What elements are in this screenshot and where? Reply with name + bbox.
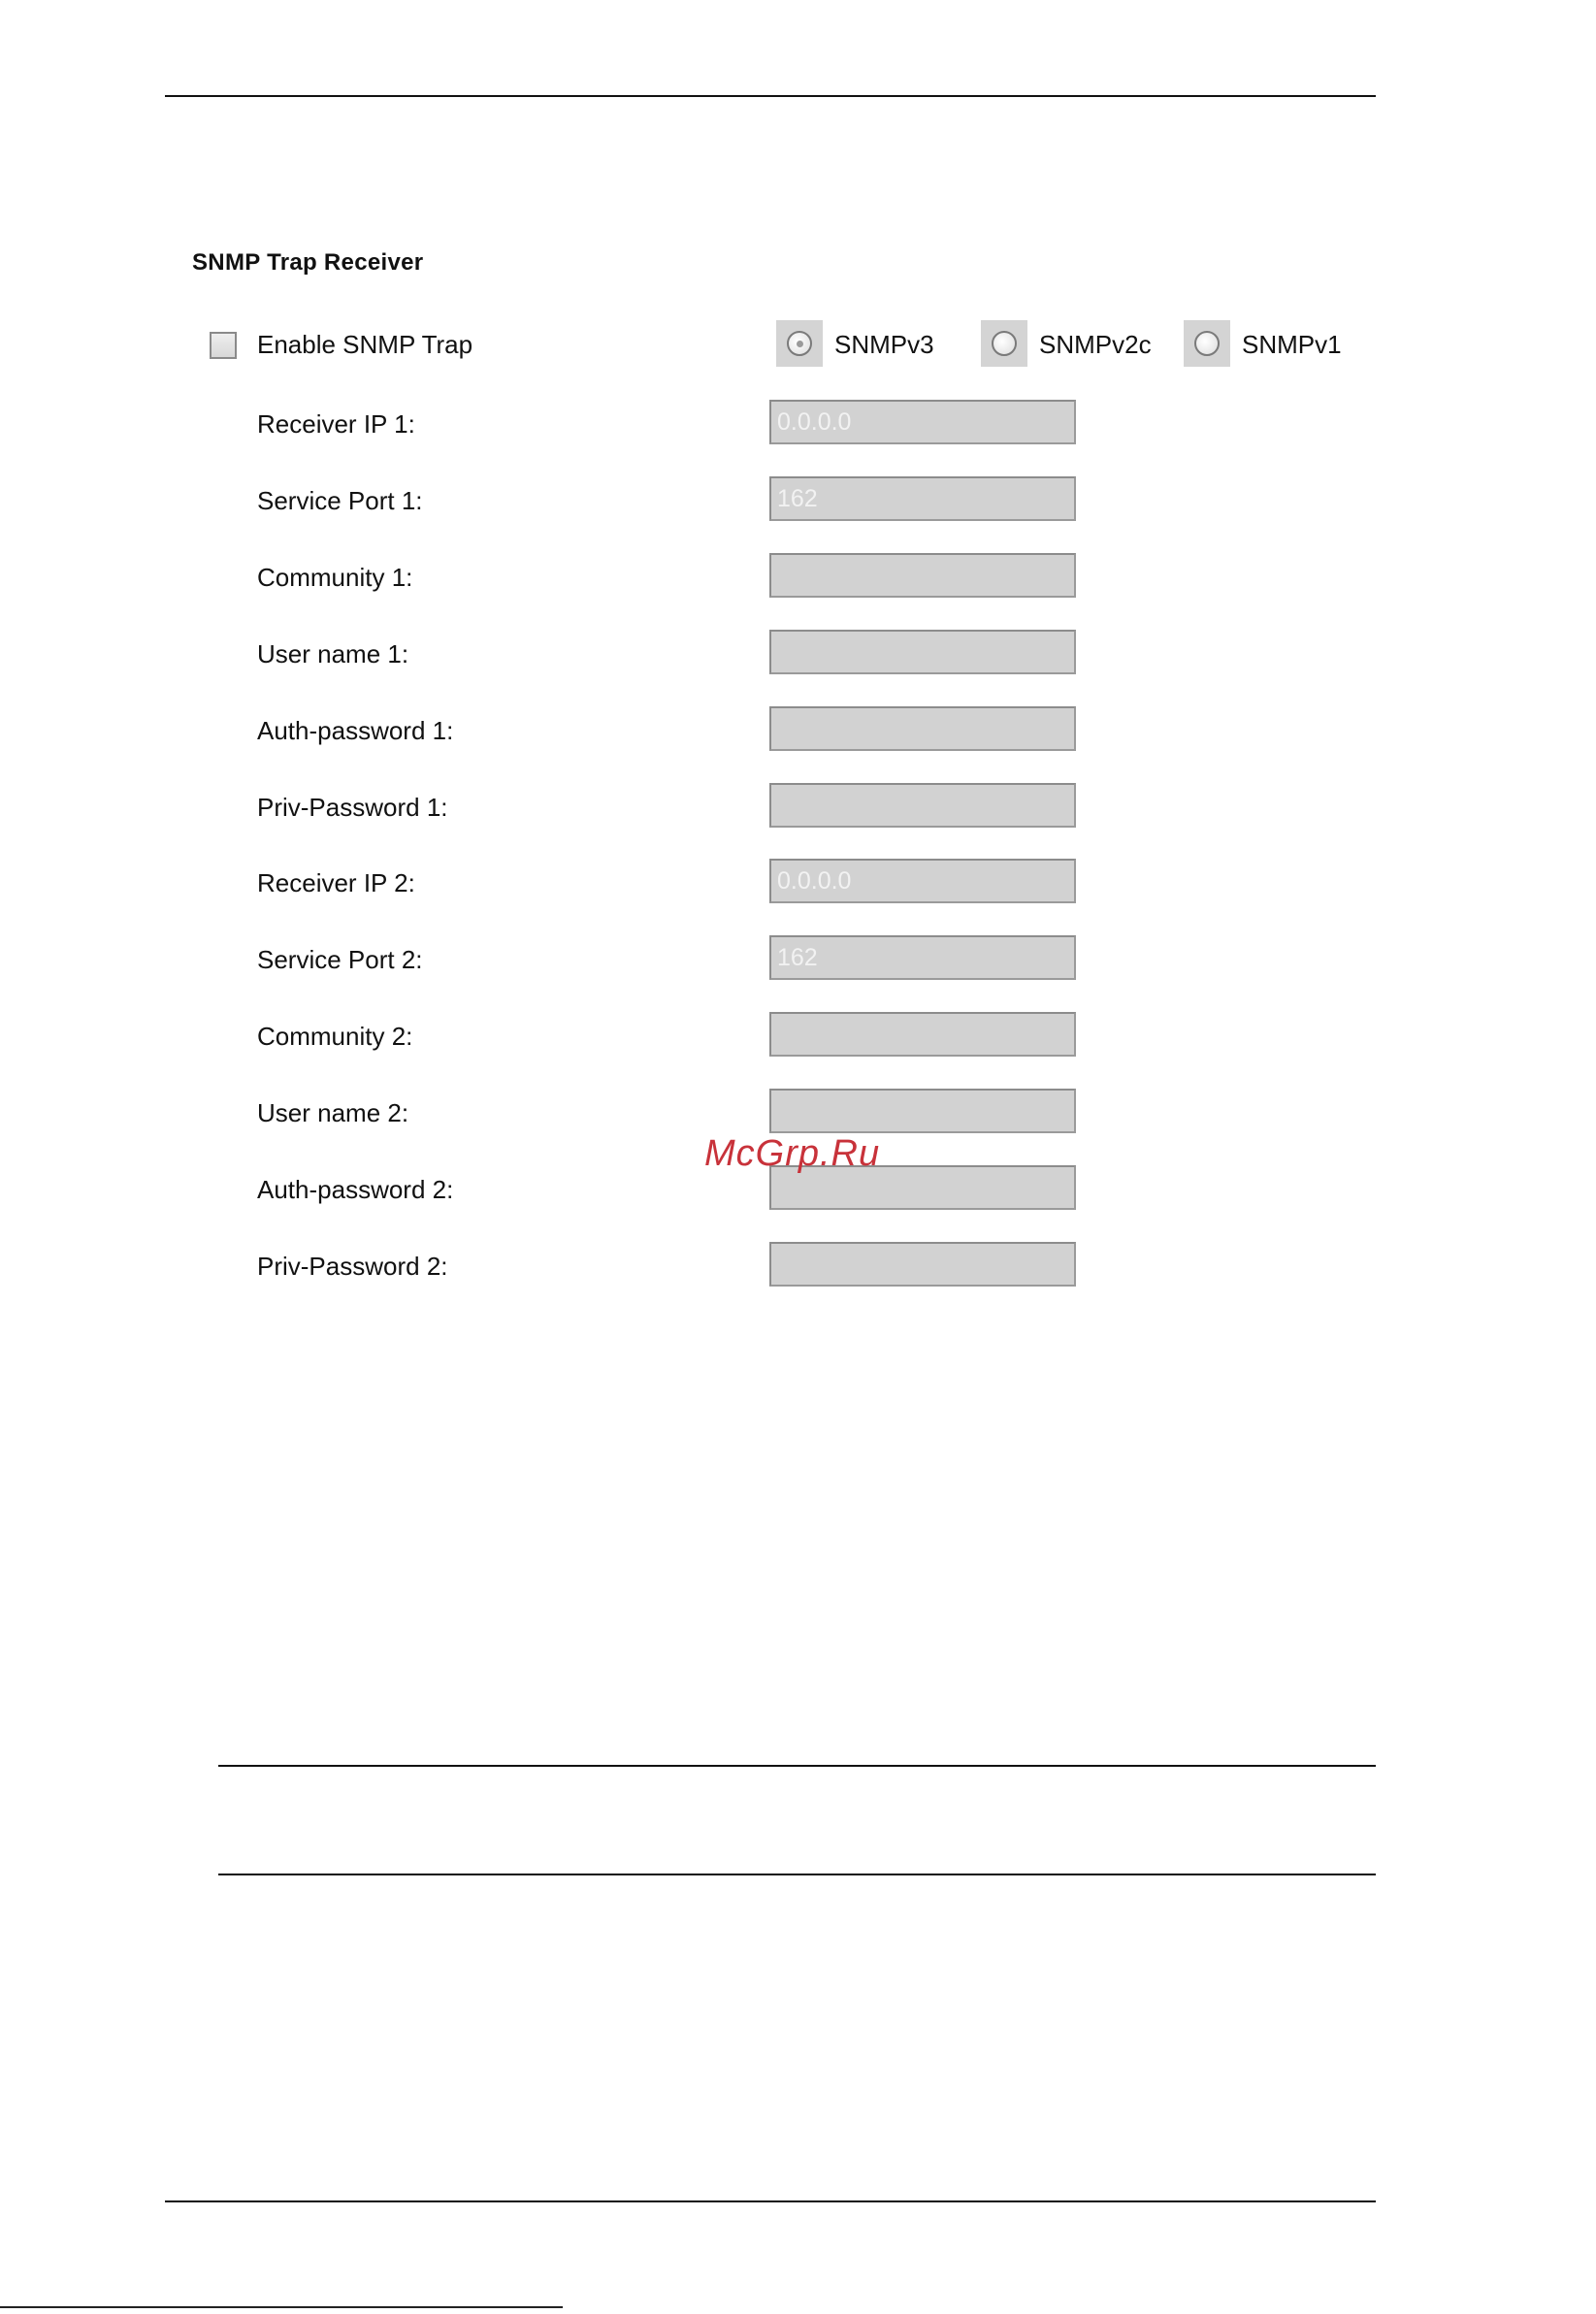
priv-password-1-label: Priv-Password 1: [257,793,448,822]
field-row-receiver-ip-2 [0,859,1596,905]
service-port-1-input[interactable] [769,476,1076,521]
radio-snmpv1-box[interactable] [1184,320,1230,367]
service-port-1-label: Service Port 1: [257,486,423,515]
auth-password-1-input[interactable] [769,706,1076,751]
note-top-divider [218,1765,1376,1767]
field-row-priv-password-1 [0,783,1596,830]
community-2-label: Community 2: [257,1022,413,1051]
field-row-user-name-2 [0,1089,1596,1135]
receiver-ip-1-input[interactable] [769,400,1076,444]
note-bottom-divider [218,1874,1376,1875]
auth-password-1-label: Auth-password 1: [257,716,454,745]
radio-snmpv3-label[interactable]: SNMPv3 [834,330,934,359]
radio-unselected-icon[interactable] [992,331,1017,356]
field-row-priv-password-2 [0,1242,1596,1288]
radio-selected-icon[interactable] [787,331,812,356]
community-1-label: Community 1: [257,563,413,592]
radio-snmpv3-box[interactable] [776,320,823,367]
service-port-2-input[interactable] [769,935,1076,980]
user-name-1-input[interactable] [769,630,1076,674]
top-divider [165,95,1376,97]
user-name-1-label: User name 1: [257,639,409,668]
receiver-ip-1-label: Receiver IP 1: [257,409,415,439]
field-row-service-port-2 [0,935,1596,982]
watermark-text: McGrp.Ru [704,1133,881,1174]
radio-snmpv2c-box[interactable] [981,320,1027,367]
radio-unselected-icon[interactable] [1194,331,1220,356]
enable-snmp-trap-checkbox[interactable] [210,332,237,359]
field-row-receiver-ip-1 [0,400,1596,446]
radio-snmpv2c-label[interactable]: SNMPv2c [1039,330,1152,359]
priv-password-2-label: Priv-Password 2: [257,1252,448,1281]
field-row-service-port-1 [0,476,1596,523]
footer-edge-line [0,2306,563,2308]
auth-password-2-label: Auth-password 2: [257,1175,454,1204]
field-row-auth-password-1 [0,706,1596,753]
user-name-2-input[interactable] [769,1089,1076,1133]
user-name-2-label: User name 2: [257,1098,409,1127]
field-row-community-1 [0,553,1596,600]
radio-snmpv1-label[interactable]: SNMPv1 [1242,330,1342,359]
service-port-2-label: Service Port 2: [257,945,423,974]
enable-snmp-trap-label[interactable]: Enable SNMP Trap [257,330,473,359]
priv-password-2-input[interactable] [769,1242,1076,1287]
section-title: SNMP Trap Receiver [192,249,424,276]
field-row-user-name-1 [0,630,1596,676]
priv-password-1-input[interactable] [769,783,1076,828]
receiver-ip-2-input[interactable] [769,859,1076,903]
community-2-input[interactable] [769,1012,1076,1057]
field-row-community-2 [0,1012,1596,1059]
community-1-input[interactable] [769,553,1076,598]
radio-dot-icon [797,341,803,347]
bottom-divider [165,2200,1376,2202]
receiver-ip-2-label: Receiver IP 2: [257,868,415,897]
